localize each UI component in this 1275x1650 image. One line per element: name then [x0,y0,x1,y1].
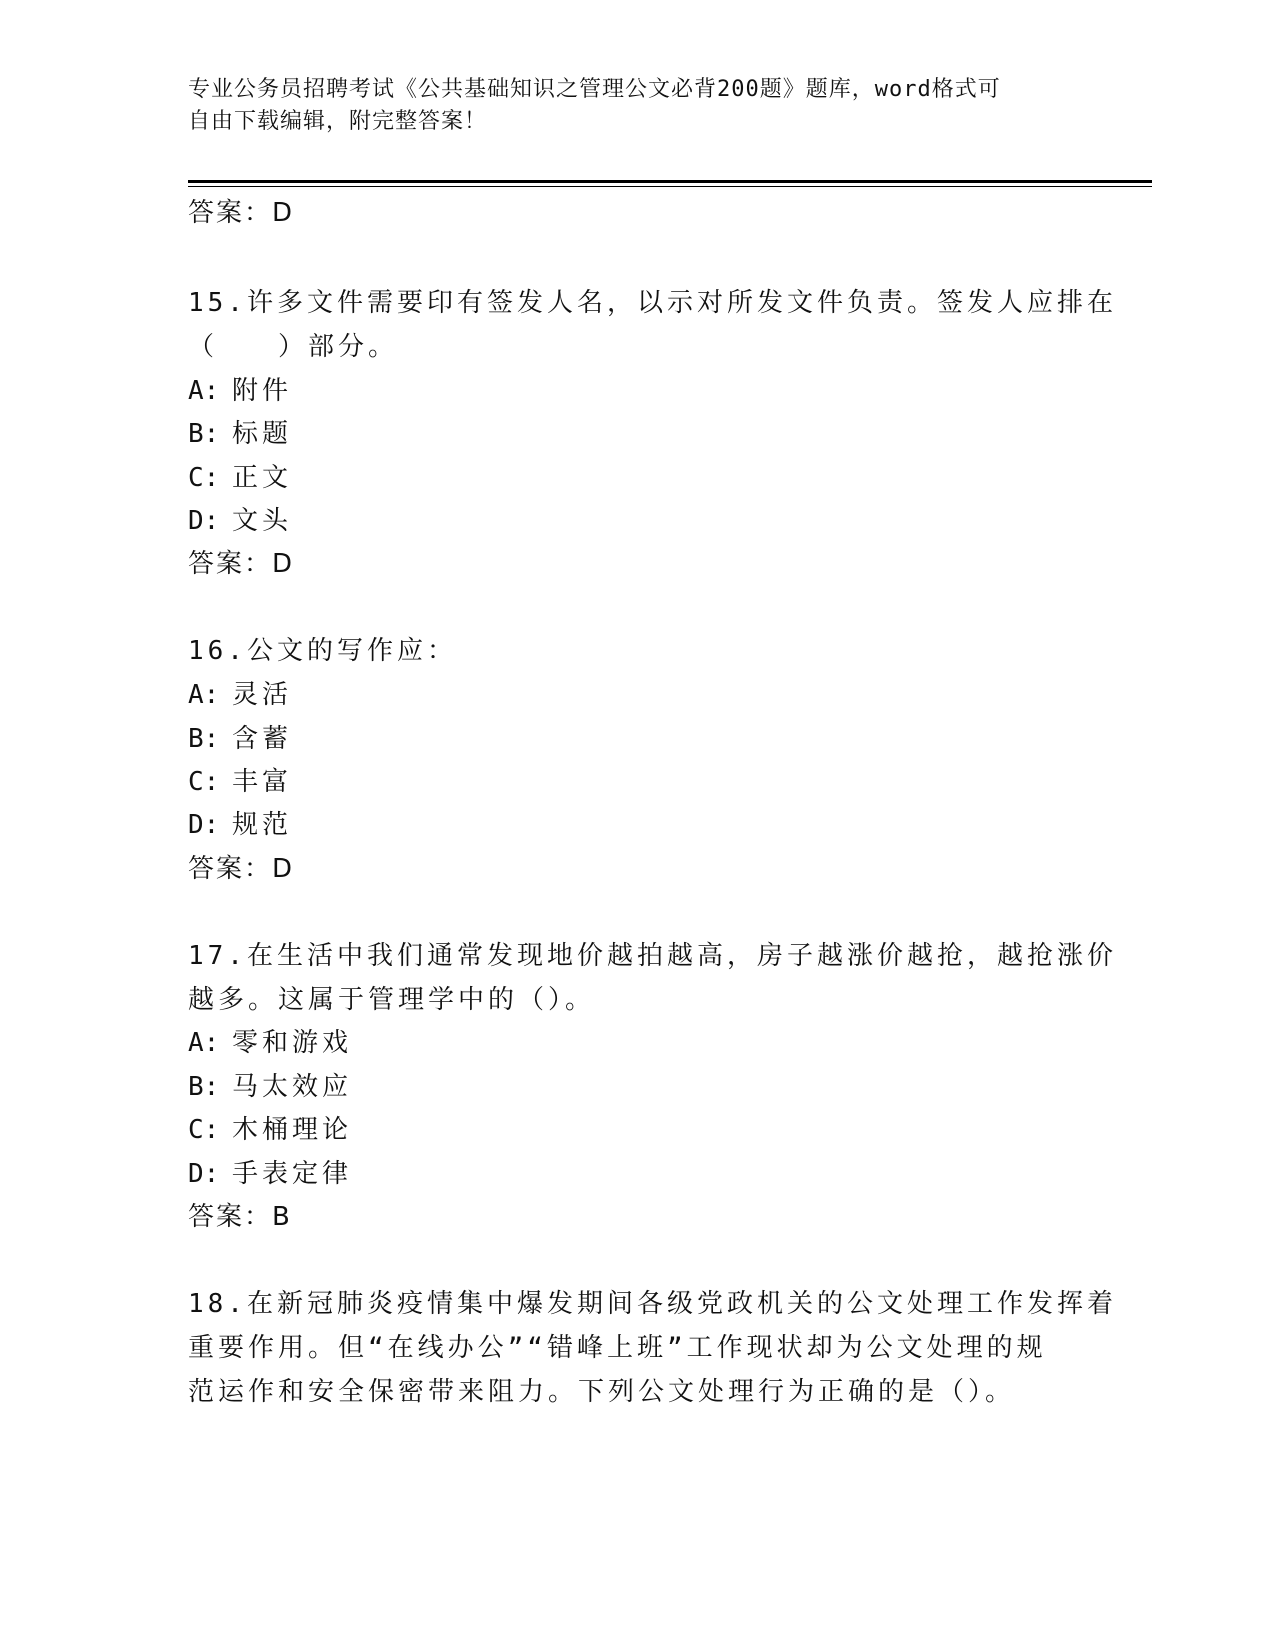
option-letter: B: [188,1072,220,1102]
option-text: 丰富 [232,767,293,797]
option-letter: D: [188,1159,220,1189]
question-16-answer: 答案：D [188,854,295,884]
option-letter: D: [188,506,220,536]
option-letter: A: [188,376,220,406]
question-17-option-a [188,1022,352,1059]
option-text: 含蓄 [232,724,293,754]
question-18-line-3: 范运作和安全保密带来阻力。下列公文处理行为正确的是（）。 [188,1377,1016,1407]
option-letter: B: [188,724,220,754]
question-17-line-1: 17.在生活中我们通常发现地价越拍越高，房子越涨价越抢，越抢涨价 [188,941,1117,971]
question-15-option-c [188,457,292,494]
option-letter: C: [188,767,220,797]
option-text: 木桶理论 [232,1115,353,1145]
question-17-line-2: 越多。这属于管理学中的（）。 [188,985,596,1015]
question-16-option-c [188,761,292,798]
question-18-line-1: 18.在新冠肺炎疫情集中爆发期间各级党政机关的公文处理工作发挥着 [188,1289,1117,1319]
option-text: 零和游戏 [232,1028,353,1058]
question-16-line-1: 16.公文的写作应： [188,636,457,666]
header-line-2: 自由下载编辑，附完整答案！ [188,109,488,134]
question-15-option-d [188,500,292,537]
header-line-1: 专业公务员招聘考试《公共基础知识之管理公文必背200题》题库，word格式可 [188,77,1001,102]
option-text: 标题 [232,419,293,449]
question-17-option-b [188,1066,352,1103]
question-15-option-b [188,413,292,450]
header-rule-thick [188,180,1152,183]
option-letter: C: [188,463,220,493]
option-text: 手表定律 [232,1159,353,1189]
option-text: 规范 [232,810,293,840]
option-text: 文头 [232,506,293,536]
question-15-answer: 答案：D [188,549,295,579]
question-17-option-c [188,1109,352,1146]
page-header [188,74,1068,138]
option-text: 附件 [232,376,293,406]
question-18-line-2: 重要作用。但“在线办公”“错峰上班”工作现状却为公文处理的规 [188,1333,1047,1363]
question-16-option-b [188,718,292,755]
option-text: 灵活 [232,680,293,710]
option-text: 正文 [232,463,293,493]
question-17-option-d [188,1153,352,1190]
question-15-line-1: 15.许多文件需要印有签发人名，以示对所发文件负责。签发人应排在 [188,288,1117,318]
option-letter: B: [188,419,220,449]
option-letter: C: [188,1115,220,1145]
option-letter: D: [188,810,220,840]
answer-prev: 答案：D [188,198,295,228]
header-rule-thin [188,186,1152,187]
question-17-answer: 答案：B [188,1202,292,1232]
question-15-option-a [188,370,292,407]
option-letter: A: [188,680,220,710]
option-text: 马太效应 [232,1072,353,1102]
option-letter: A: [188,1028,220,1058]
question-16-option-d [188,804,292,841]
question-16-option-a [188,674,292,711]
question-15-line-2: （ ）部分。 [188,332,399,362]
